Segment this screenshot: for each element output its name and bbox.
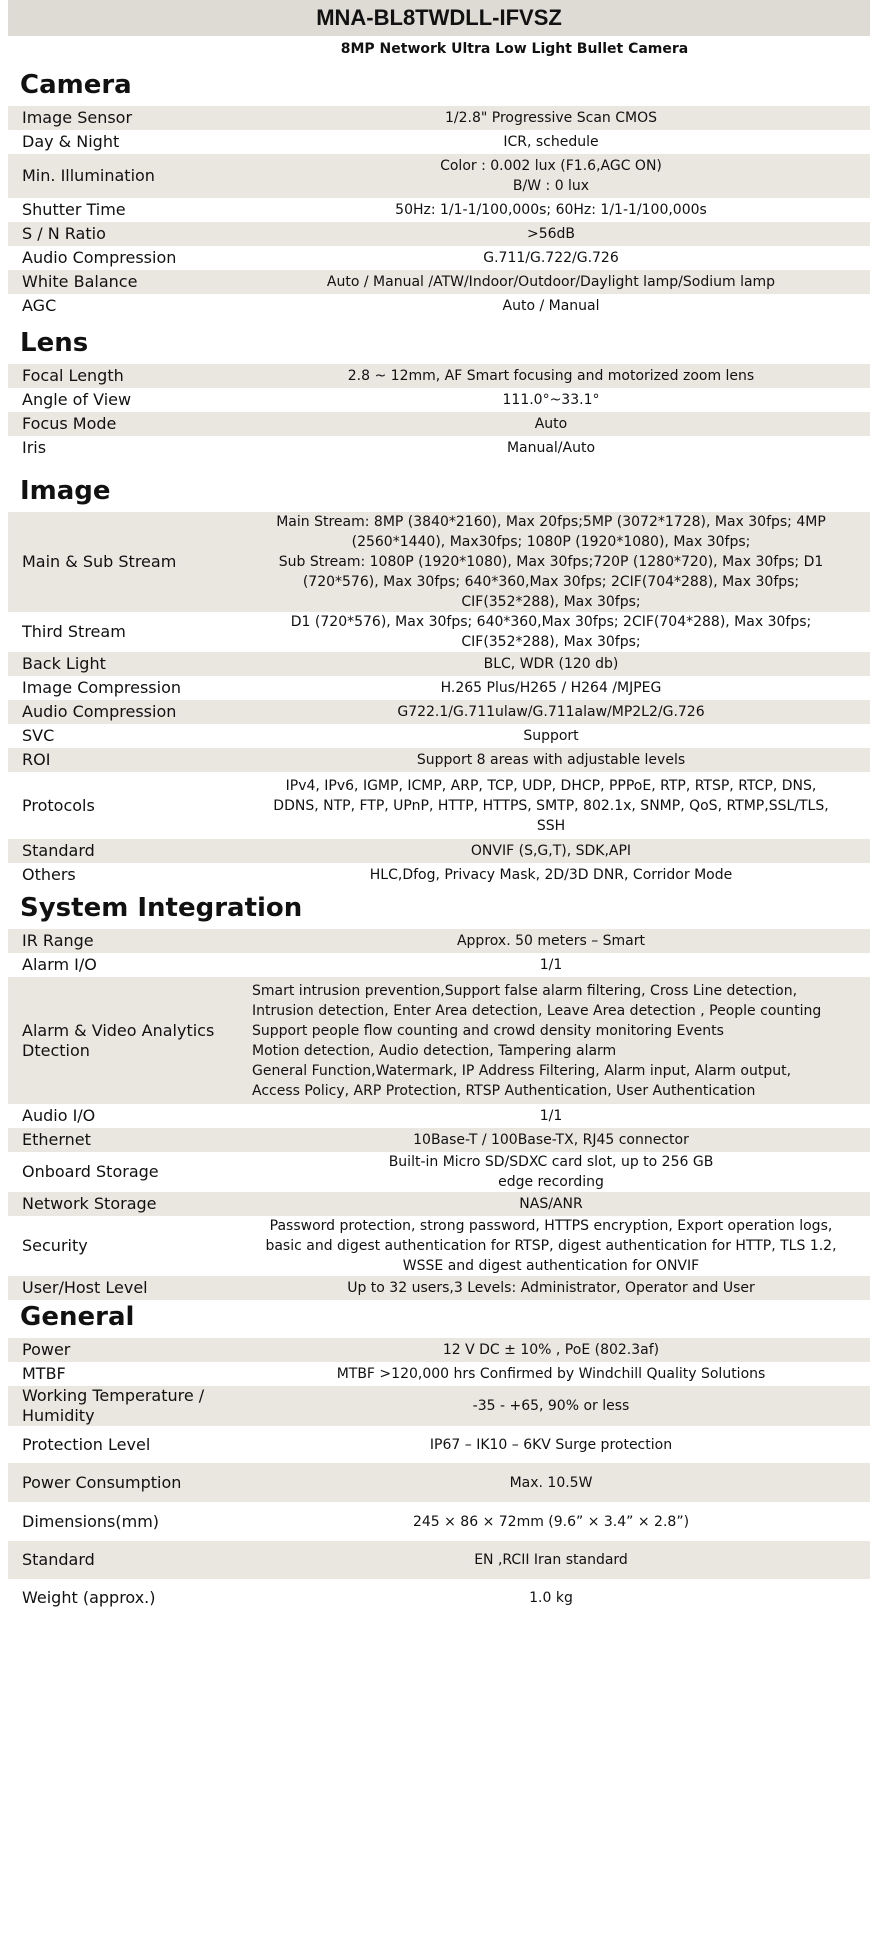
spec-label: S / N Ratio <box>8 222 232 246</box>
spec-label: Protection Level <box>22 1434 151 1454</box>
spec-label: Day & Night <box>22 132 120 151</box>
spec-value-line: 12 V DC ± 10% , PoE (802.3af) <box>442 1342 660 1358</box>
spec-row <box>8 612 870 652</box>
spec-table <box>8 364 870 460</box>
spec-row <box>8 1152 870 1192</box>
spec-value <box>232 1216 870 1276</box>
spec-row <box>8 294 870 318</box>
spec-row <box>8 1463 870 1502</box>
spec-value-line: 50Hz: 1/1-1/100,000s; 60Hz: 1/1-1/100,000s <box>395 202 707 218</box>
spec-value-line: BLC, WDR (120 db) <box>483 656 619 672</box>
spec-label: Standard <box>8 1541 232 1579</box>
spec-label: Focus Mode <box>8 412 232 436</box>
spec-value-line: Support <box>523 728 579 744</box>
spec-row <box>8 1579 870 1617</box>
spec-row <box>8 1128 870 1152</box>
spec-value-line: ONVIF (S,G,T), SDK,API <box>470 843 632 859</box>
spec-row <box>8 953 870 977</box>
spec-row <box>8 222 870 246</box>
spec-sections <box>0 62 879 1617</box>
spec-value-line: Main Stream: 8MP (3840*2160), Max 20fps;5MP (3072*1728), Max 30fps; 4MP <box>276 514 826 530</box>
spec-value-line: Access Policy, ARP Protection, RTSP Authentication, User Authentication <box>252 1082 756 1099</box>
spec-value-line: Support people flow counting and crowd density monitoring Events <box>252 1022 724 1039</box>
spec-value-line: -35 - +65, 90% or less <box>472 1398 630 1414</box>
spec-value <box>232 652 870 676</box>
spec-label: Iris <box>22 438 47 457</box>
spec-value-line: Auto <box>534 416 568 432</box>
spec-value <box>232 364 870 388</box>
spec-value <box>232 1104 870 1128</box>
spec-value <box>232 1338 870 1362</box>
spec-table <box>8 929 870 1300</box>
spec-row <box>8 130 870 154</box>
spec-row <box>8 977 870 1104</box>
spec-row <box>8 512 870 612</box>
spec-row <box>8 1426 870 1463</box>
spec-value-line: >56dB <box>526 226 576 242</box>
spec-label: Onboard Storage <box>22 1162 159 1181</box>
spec-value-line: Auto / Manual <box>502 298 600 314</box>
spec-value <box>232 953 870 977</box>
spec-value <box>232 412 870 436</box>
spec-label: Focal Length <box>8 364 232 388</box>
spec-row <box>8 436 870 460</box>
spec-row <box>8 748 870 772</box>
spec-label: Third Stream <box>22 622 126 641</box>
spec-value-line: CIF(352*288), Max 30fps; <box>461 594 641 610</box>
spec-value-line: Support 8 areas with adjustable levels <box>416 752 686 768</box>
spec-value-line: 1.0 kg <box>529 1590 573 1606</box>
spec-label: MTBF <box>22 1364 66 1383</box>
spec-value-line: 10Base-T / 100Base-TX, RJ45 connector <box>413 1132 689 1148</box>
spec-row <box>8 1386 870 1426</box>
spec-row <box>8 929 870 953</box>
spec-row <box>8 154 870 198</box>
spec-value <box>232 1541 870 1579</box>
spec-value <box>232 724 870 748</box>
spec-value <box>232 1192 870 1216</box>
spec-value <box>232 388 870 412</box>
spec-value-line: Motion detection, Audio detection, Tampering alarm <box>252 1042 617 1059</box>
spec-value <box>232 676 870 700</box>
spec-label: Image Compression <box>22 678 182 697</box>
spec-row <box>8 676 870 700</box>
spec-value <box>232 1386 870 1426</box>
spec-value-line: 2.8 ~ 12mm, AF Smart focusing and motorized zoom lens <box>347 368 755 384</box>
spec-row <box>8 198 870 222</box>
spec-label: IR Range <box>8 929 232 953</box>
spec-row <box>8 724 870 748</box>
product-subtitle: 8MP Network Ultra Low Light Bullet Camera <box>340 41 689 57</box>
spec-label: Power Consumption <box>8 1463 232 1502</box>
spec-value <box>232 839 870 863</box>
spec-label: Security <box>22 1236 88 1255</box>
spec-label: Protocols <box>22 795 95 815</box>
spec-row <box>8 700 870 724</box>
spec-row <box>8 106 870 130</box>
model-title: MNA-BL8TWDLL-IFVSZ <box>8 0 870 36</box>
spec-table <box>8 106 870 318</box>
spec-label: Alarm & Video Analytics Dtection <box>8 977 232 1104</box>
spec-value-line: IP67 – IK10 – 6KV Surge protection <box>429 1436 673 1453</box>
spec-value <box>232 198 870 222</box>
spec-value <box>232 1463 870 1502</box>
spec-value-line: Color : 0.002 lux (F1.6,AGC ON) <box>440 158 662 174</box>
spec-value-line: G.711/G.722/G.726 <box>483 250 619 266</box>
spec-value-line: 1/2.8" Progressive Scan CMOS <box>444 110 657 126</box>
spec-value-line: 1/1 <box>539 1108 563 1124</box>
spec-value-line: Sub Stream: 1080P (1920*1080), Max 30fps;720P (1280*720), Max 30fps; D1 <box>278 554 824 570</box>
spec-row <box>8 839 870 863</box>
spec-label: ROI <box>8 748 232 772</box>
spec-value <box>232 1362 870 1386</box>
spec-label: Standard <box>8 839 232 863</box>
spec-row <box>8 1541 870 1579</box>
spec-value-line: Smart intrusion prevention,Support false alarm filtering, Cross Line detection, <box>252 982 798 999</box>
spec-value <box>232 1579 870 1617</box>
spec-value-line: Built-in Micro SD/SDXC card slot, up to 256 GB <box>388 1154 714 1170</box>
spec-row <box>8 1276 870 1300</box>
spec-value-line: D1 (720*576), Max 30fps; 640*360,Max 30fps; 2CIF(704*288), Max 30fps; <box>290 614 812 630</box>
spec-value-line: SSH <box>536 817 566 834</box>
spec-value <box>232 612 870 652</box>
spec-value-line: IPv4, IPv6, IGMP, ICMP, ARP, TCP, UDP, DHCP, PPPoE, RTP, RTSP, RTCP, DNS, <box>285 777 817 794</box>
spec-value <box>232 863 870 887</box>
spec-label: Ethernet <box>8 1128 232 1152</box>
spec-row <box>8 652 870 676</box>
spec-row <box>8 1338 870 1362</box>
spec-label: Shutter Time <box>22 200 126 219</box>
spec-value-line: Manual/Auto <box>506 440 596 456</box>
spec-label: User/Host Level <box>8 1276 232 1300</box>
spec-label: White Balance <box>8 270 232 294</box>
spec-value <box>232 154 870 198</box>
spec-label: Working Temperature / Humidity <box>8 1386 232 1426</box>
spec-value <box>232 772 870 839</box>
spec-row <box>8 412 870 436</box>
spec-value-line: 1/1 <box>539 957 563 973</box>
spec-value-line: General Function,Watermark, IP Address Filtering, Alarm input, Alarm output, <box>252 1062 792 1079</box>
spec-value-line: EN ,RCII Iran standard <box>474 1552 628 1568</box>
spec-value <box>232 1426 870 1463</box>
spec-label: Audio Compression <box>22 248 177 267</box>
spec-table <box>8 1338 870 1617</box>
spec-label: Dimensions(mm) <box>22 1511 160 1531</box>
spec-label: Audio Compression <box>8 700 232 724</box>
spec-value-line: basic and digest authentication for RTSP, digest authentication for HTTP, TLS 1.2, <box>265 1238 837 1254</box>
spec-value <box>232 1128 870 1152</box>
section-heading: System Integration <box>20 893 303 923</box>
spec-label: AGC <box>22 296 57 315</box>
spec-value-line: MTBF >120,000 hrs Confirmed by Windchill Quality Solutions <box>336 1366 766 1382</box>
spec-value-line: ICR, schedule <box>503 134 599 150</box>
spec-value <box>232 130 870 154</box>
spec-label: Alarm I/O <box>22 955 97 974</box>
spec-value-line: B/W : 0 lux <box>512 178 590 194</box>
section-heading: Image <box>20 476 111 506</box>
spec-value-line: Auto / Manual /ATW/Indoor/Outdoor/Daylight lamp/Sodium lamp <box>326 274 776 290</box>
spec-value <box>232 246 870 270</box>
spec-value-line: Max. 10.5W <box>509 1474 593 1491</box>
spec-value <box>232 748 870 772</box>
spec-value-line: NAS/ANR <box>519 1196 583 1212</box>
spec-value-line: DDNS, NTP, FTP, UPnP, HTTP, HTTPS, SMTP, 802.1x, SNMP, QoS, RTMP,SSL/TLS, <box>273 797 829 814</box>
spec-row <box>8 772 870 839</box>
spec-row <box>8 388 870 412</box>
spec-value-line: Approx. 50 meters – Smart <box>456 933 646 949</box>
spec-value <box>232 1502 870 1541</box>
spec-row <box>8 364 870 388</box>
spec-row <box>8 1362 870 1386</box>
spec-value <box>232 700 870 724</box>
spec-row <box>8 1192 870 1216</box>
spec-label: Back Light <box>8 652 232 676</box>
spec-label: Main & Sub Stream <box>8 512 232 612</box>
spec-value <box>232 929 870 953</box>
spec-row <box>8 1104 870 1128</box>
spec-label: Power <box>8 1338 232 1362</box>
section-heading: General <box>20 1302 135 1332</box>
spec-table <box>8 512 870 887</box>
spec-row <box>8 863 870 887</box>
spec-value-line: G722.1/G.711ulaw/G.711alaw/MP2L2/G.726 <box>397 704 705 720</box>
section-heading: Camera <box>20 70 132 100</box>
spec-value-line: HLC,Dfog, Privacy Mask, 2D/3D DNR, Corridor Mode <box>369 867 733 883</box>
spec-value-line: (720*576), Max 30fps; 640*360,Max 30fps; 2CIF(704*288), Max 30fps; <box>302 574 800 590</box>
spec-label: Network Storage <box>8 1192 232 1216</box>
spec-value-line: H.265 Plus/H265 / H264 /MJPEG <box>440 680 662 696</box>
spec-value <box>232 270 870 294</box>
spec-label: Image Sensor <box>8 106 232 130</box>
spec-row <box>8 1502 870 1541</box>
spec-value <box>232 436 870 460</box>
spec-label: SVC <box>22 726 55 745</box>
spec-value-line: 245 × 86 × 72mm (9.6” × 3.4” × 2.8”) <box>412 1513 690 1530</box>
spec-value <box>232 1152 870 1192</box>
spec-value-line: edge recording <box>498 1174 604 1190</box>
spec-row <box>8 246 870 270</box>
spec-row <box>8 1216 870 1276</box>
spec-value-line: Intrusion detection, Enter Area detection, Leave Area detection , People counting <box>252 1002 822 1019</box>
spec-label: Weight (approx.) <box>22 1588 156 1607</box>
spec-label: Audio I/O <box>22 1106 96 1125</box>
spec-value-line: (2560*1440), Max30fps; 1080P (1920*1080), Max 30fps; <box>351 534 751 550</box>
spec-label: Others <box>22 865 76 884</box>
spec-value <box>232 222 870 246</box>
spec-value <box>232 294 870 318</box>
spec-row <box>8 270 870 294</box>
spec-label: Min. Illumination <box>8 154 232 198</box>
spec-value <box>232 977 870 1104</box>
spec-value-line: CIF(352*288), Max 30fps; <box>461 634 641 650</box>
spec-label: Angle of View <box>22 390 132 409</box>
spec-value-line: Up to 32 users,3 Levels: Administrator, Operator and User <box>347 1280 755 1296</box>
spec-value-line: Password protection, strong password, HTTPS encryption, Export operation logs, <box>269 1218 833 1234</box>
spec-value-line: 111.0°~33.1° <box>502 392 600 408</box>
section-heading: Lens <box>20 328 89 358</box>
spec-value <box>232 106 870 130</box>
spec-value-line: WSSE and digest authentication for ONVIF <box>402 1258 700 1274</box>
spec-value <box>232 1276 870 1300</box>
spec-value <box>232 512 870 612</box>
